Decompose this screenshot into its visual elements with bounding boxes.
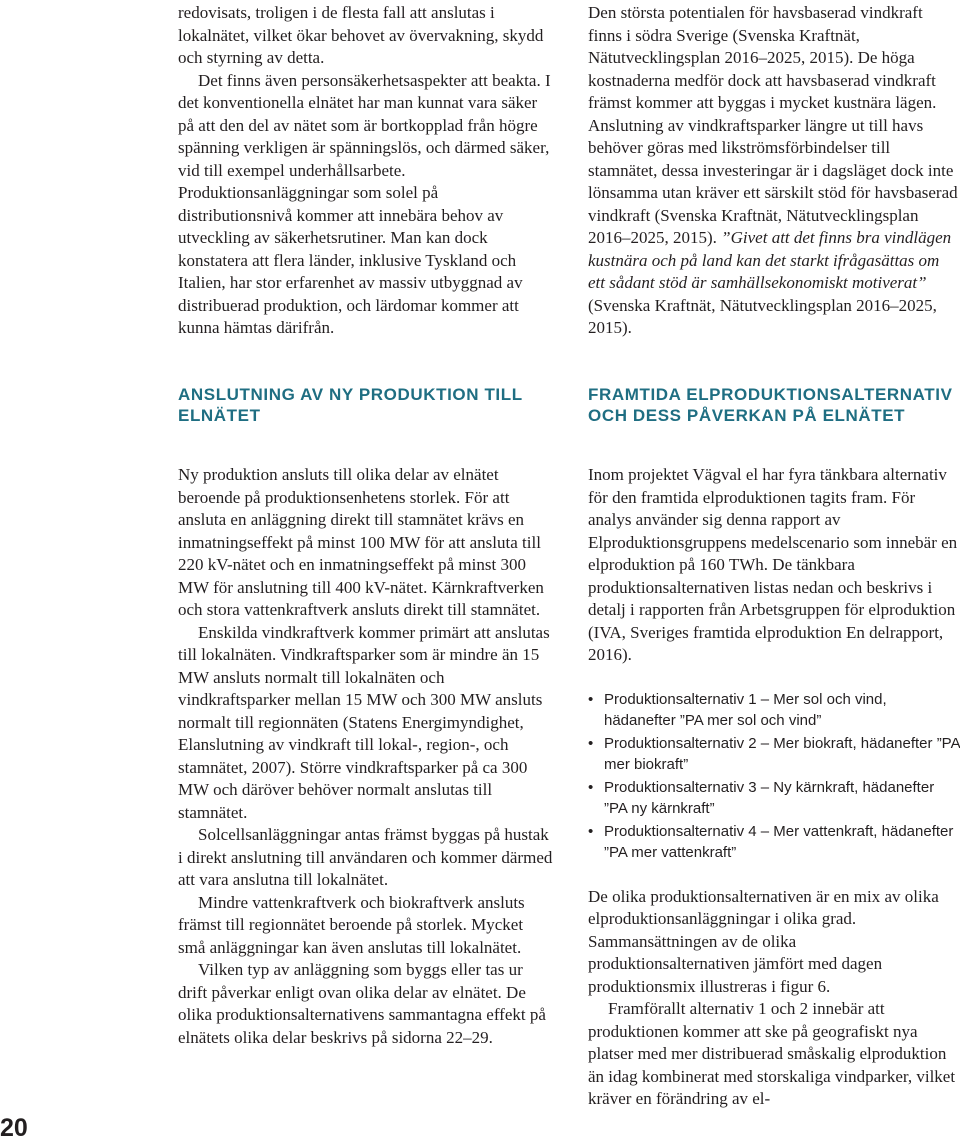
- paragraph-offshore-wind: [588, 2, 960, 340]
- paragraph-2: Enskilda vindkraftverk kommer primärt att anslutas till lokalnäten. Vindkraftsparker som är mindre än 15 MW ansluts normalt till lokalnäten och vindkraftsparker mellan 15 MW och 300 MW ansluts normalt till regionnäten (Statens Energimyndighet, Elanslutning av vindkraft till lokal-, region-, och stamnätet, 2007). Större vindkraftsparker på ca 300 MW och däröver behöver normalt anslutas till stamnätet.: [178, 622, 550, 822]
- paragraph-4: Mindre vattenkraftverk och biokraftverk ansluts främst till regionnätet beroende på storlek. Mycket små anläggningar kan även anslutas till lokalnätet.: [178, 892, 525, 957]
- section-heading-anslutning: ANSLUTNING AV NY PRODUKTION TILL ELNÄTET: [178, 385, 523, 425]
- list-item: [588, 821, 960, 864]
- right-column-bottom: [588, 384, 960, 1111]
- alternatives-list: [588, 689, 960, 864]
- page-number: 20: [0, 1114, 28, 1142]
- alternative-name: Produktionsalternativ 1: [604, 690, 757, 708]
- alternative-desc: – Mer vattenkraft, hädanefter ”PA mer vattenkraft”: [604, 822, 954, 861]
- alternative-name: Produktionsalternativ 2: [604, 734, 757, 752]
- alternative-name: Produktionsalternativ 4: [604, 822, 757, 840]
- paragraph-5: Vilken typ av anläggning som byggs eller tas ur drift påverkar enligt ovan olika delar av elnätet. De olika produktionsalternativens sammantagna effekt på elnätets olika delar beskrivs på sidorna 22–29.: [178, 960, 546, 1047]
- bullet-icon: •: [588, 778, 594, 796]
- alternative-desc: – Ny kärnkraft, hädanefter ”PA ny kärnkraft”: [604, 778, 935, 817]
- paragraph-safety: Det finns även personsäkerhetsaspekter att beakta. I det konventionella elnätet har man kunnat vara säker på att den del av nätet som är bortkopplad från högre spänning verkligen är spänningslös, och därmed säker, vid till exempel underhållsarbete. Produktionsanläggningar som solel på distributionsnivå kommer att innebära behov av utveckling av säkerhetsrutiner. Man kan dock konstatera att flera länder, inklusive Tyskland och Italien, har stor erfarenhet av massiv utbyggnad av distribuerad produktion, och lärdomar kommer att kunna hämtas därifrån.: [178, 70, 551, 337]
- list-item: [588, 733, 960, 776]
- quote-text: ”Givet att det finns bra vindlägen kustnära och på land kan det starkt ifrågasättas om ett sådant stöd är samhällsekonomiskt motiverat”: [588, 228, 952, 292]
- paragraph-3: Solcellsanläggningar antas främst byggas på hustak i direkt anslutning till användaren och kommer därmed att vara anslutna till lokalnätet.: [178, 825, 553, 889]
- list-item: [588, 777, 960, 820]
- paragraph-1: Ny produktion ansluts till olika delar av elnätet beroende på produktionsenhetens storlek. För att ansluta en anläggning direkt till stamnätet krävs en inmatningseffekt på minst 100 MW för att ansluta till 220 kV-nätet och en inmatningseffekt på minst 300 MW för anslutning till 400 kV-nätet. Kärnkraftverken och stora vattenkraftverk ansluts direkt till stamnätet.: [178, 465, 544, 619]
- alternative-desc: – Mer biokraft, hädanefter ”PA mer biokraft”: [604, 734, 960, 773]
- right-column-top: [588, 2, 960, 340]
- bullet-icon: •: [588, 690, 594, 708]
- offshore-wind-text: Den största potentialen för havsbaserad vindkraft finns i södra Sverige (Svenska Kraftnät, Nätutvecklingsplan 2016–2025, 2015). De höga kostnaderna medför dock att havsbaserad vindkraft främst kommer att byggas i mycket kustnära lägen. Anslutning av vindkraftsparker längre ut till havs behöver göras med likströmsförbindelser till stamnätet, dessa investeringar är i dagsläget dock inte lönsamma utan kräver ett särskilt stöd för havsbaserad vindkraft (Svenska Kraftnät, Nätutvecklingsplan 2016–2025, 2015).: [588, 3, 958, 247]
- quote-reference: (Svenska Kraftnät, Nätutvecklingsplan 2016–2025, 2015).: [588, 295, 937, 337]
- bullet-icon: •: [588, 822, 594, 840]
- paragraph-geography: Framförallt alternativ 1 och 2 innebär att produktionen kommer att ske på geografiskt nya platser med mer distribuerad småskalig elproduktion än idag kombinerat med storskaliga vindparker, vilket kräver en förändring av el-: [588, 999, 956, 1108]
- alternative-name: Produktionsalternativ 3: [604, 778, 757, 796]
- left-column-top: [178, 2, 554, 340]
- bullet-icon: •: [588, 734, 594, 752]
- paragraph-intro: Inom projektet Vägval el har fyra tänkbara alternativ för den framtida elproduktionen tagits fram. För analys använder sig denna rapport av Elproduktionsgruppens medelscenario som innebär en elproduktion på 160 TWh. De tänkbara produktionsalternativen listas nedan och beskrivs i detalj i rapporten från Arbetsgruppen för elproduktion (IVA, Sveriges framtida elproduktion En delrapport, 2016).: [588, 465, 958, 664]
- alternative-desc: – Mer sol och vind, hädanefter ”PA mer sol och vind”: [604, 690, 887, 729]
- section-heading-framtida: FRAMTIDA ELPRODUKTIONSALTERNATIV OCH DESS PÅVERKAN PÅ ELNÄTET: [588, 385, 953, 425]
- left-column-bottom: [178, 384, 554, 1049]
- paragraph-mix: De olika produktionsalternativen är en mix av olika elproduktionsanläggningar i olika grad. Sammansättningen av de olika produktionsalternativen jämfört med dagen produktionsmix illustreras i figur 6.: [588, 886, 939, 996]
- list-item: [588, 689, 960, 732]
- paragraph-continuation: redovisats, troligen i de flesta fall att anslutas i lokalnätet, vilket ökar behovet av övervakning, skydd och styrning av detta.: [178, 3, 544, 67]
